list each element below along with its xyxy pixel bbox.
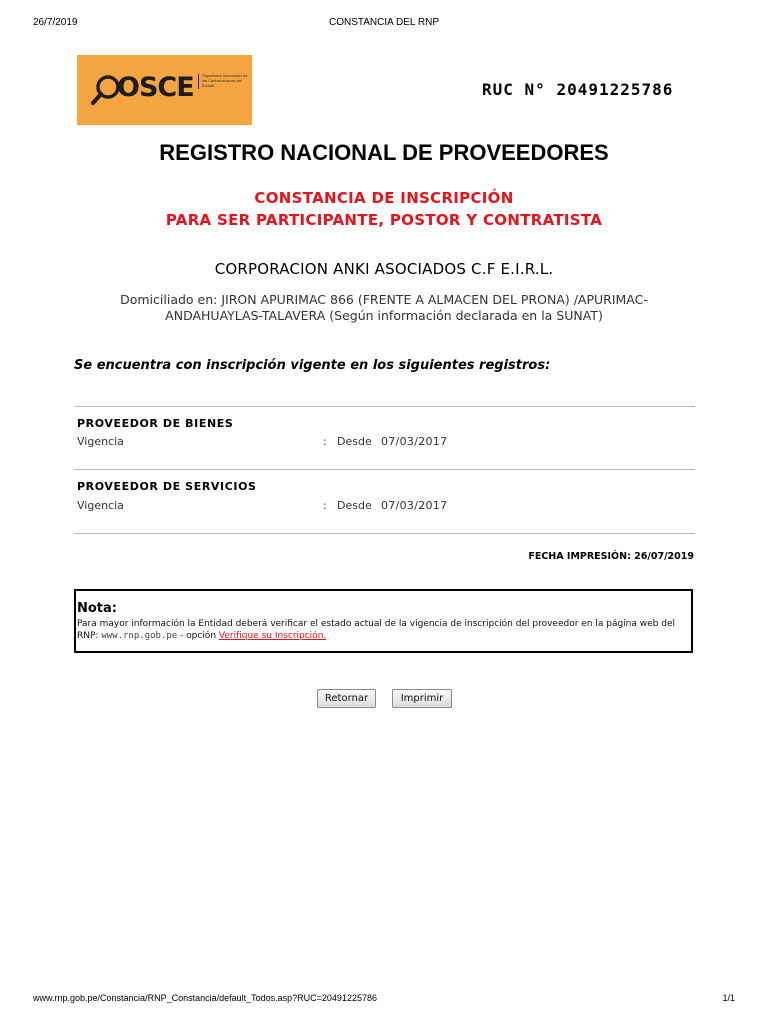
return-button[interactable]: Retornar bbox=[317, 689, 376, 708]
ruc-label: RUC N° bbox=[482, 80, 546, 99]
company-address bbox=[0, 292, 768, 324]
osce-logo-subtext: Organismo Supervisor de las Contrataciones del Estado bbox=[198, 74, 252, 89]
registry-label: Vigencia bbox=[77, 435, 124, 448]
address-line-2: ANDAHUAYLAS-TALAVERA (Según información declarada en la SUNAT) bbox=[165, 308, 603, 323]
registry-colon: : bbox=[323, 435, 327, 448]
registry-colon: : bbox=[323, 499, 327, 512]
certificate-subtitle bbox=[0, 187, 768, 231]
divider bbox=[74, 406, 695, 407]
magnifier-icon bbox=[91, 73, 121, 107]
osce-logo-mark bbox=[91, 73, 194, 103]
subtitle-line-1: CONSTANCIA DE INSCRIPCIÓN bbox=[254, 189, 514, 207]
verify-inscription-link[interactable]: Verifique su Inscripción. bbox=[218, 631, 327, 641]
print-footer-url: www.rnp.gob.pe/Constancia/RNP_Constancia/default_Todos.asp?RUC=20491225786 bbox=[33, 993, 377, 1003]
company-name: CORPORACION ANKI ASOCIADOS C.F E.I.R.L. bbox=[214, 260, 554, 278]
print-footer-page: 1/1 bbox=[722, 993, 735, 1003]
osce-logo bbox=[77, 55, 252, 125]
registry-title-bienes: PROVEEDOR DE BIENES bbox=[77, 417, 234, 430]
note-box bbox=[74, 589, 693, 653]
registry-date: 07/03/2017 bbox=[381, 499, 448, 512]
note-text-part-1: Para mayor información la Entidad deberá verificar el estado actual de la vigencia de inscripción del proveedor en la página web del RNP: bbox=[77, 619, 675, 641]
ruc-value: 20491225786 bbox=[556, 80, 674, 99]
note-url: www.rnp.gob.pe bbox=[101, 631, 178, 641]
print-header-date: 26/7/2019 bbox=[33, 17, 78, 28]
note-text bbox=[77, 618, 689, 642]
registry-label: Vigencia bbox=[77, 499, 124, 512]
registry-intro: Se encuentra con inscripción vigente en los siguientes registros: bbox=[74, 358, 551, 373]
subtitle-line-2: PARA SER PARTICIPANTE, POSTOR Y CONTRATISTA bbox=[165, 211, 603, 229]
ruc-number bbox=[482, 80, 673, 99]
registry-date: 07/03/2017 bbox=[381, 435, 448, 448]
registry-desde: Desde bbox=[337, 499, 372, 512]
print-button[interactable]: Imprimir bbox=[392, 689, 452, 708]
registry-desde: Desde bbox=[337, 435, 372, 448]
note-text-part-2: - opción bbox=[177, 631, 219, 641]
osce-logo-text: OSCE bbox=[117, 72, 194, 103]
note-title: Nota: bbox=[77, 601, 117, 616]
address-line-1: Domiciliado en: JIRON APURIMAC 866 (FRENTE A ALMACEN DEL PRONA) /APURIMAC- bbox=[120, 292, 648, 307]
divider bbox=[74, 533, 695, 534]
registry-title-servicios: PROVEEDOR DE SERVICIOS bbox=[77, 480, 257, 493]
print-header-title: CONSTANCIA DEL RNP bbox=[328, 17, 440, 28]
print-date: FECHA IMPRESIÓN: 26/07/2019 bbox=[528, 551, 694, 562]
divider bbox=[74, 469, 695, 470]
page-title: REGISTRO NACIONAL DE PROVEEDORES bbox=[159, 140, 609, 165]
